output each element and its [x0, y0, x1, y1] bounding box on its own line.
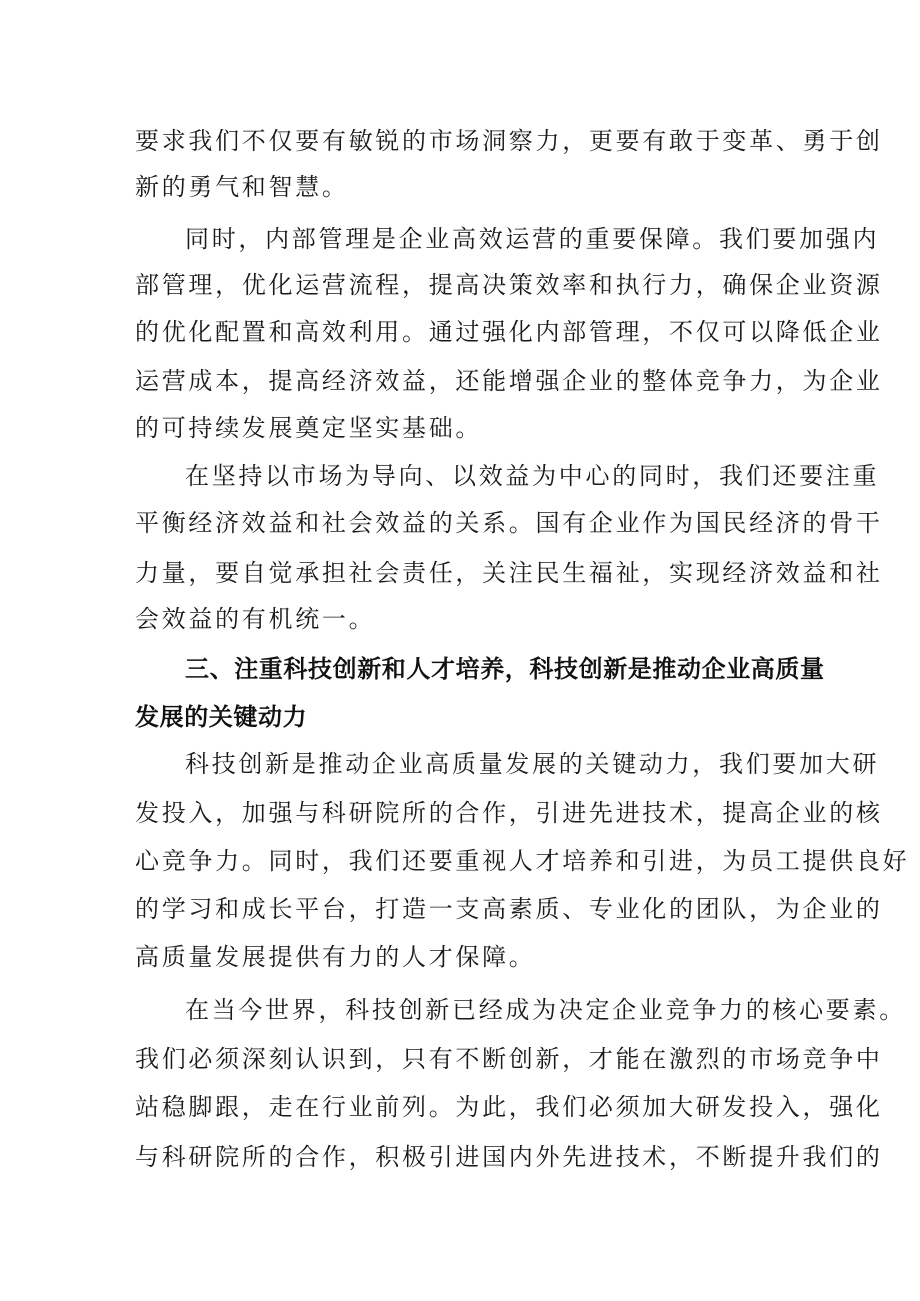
- paragraph-3-line-1: 在坚持以市场为导向、以效益为中心的同时，我们还要注重: [185, 462, 880, 490]
- section-heading-line-2: 发展的关键动力: [135, 703, 308, 731]
- paragraph-2-line-1: 同时，内部管理是企业高效运营的重要保障。我们要加强内: [185, 225, 880, 253]
- paragraph-5-line-4: 与科研院所的合作，积极引进国内外先进技术，不断提升我们的: [135, 1143, 883, 1171]
- paragraph-3-line-2: 平衡经济效益和社会效益的关系。国有企业作为国民经济的骨干: [135, 509, 883, 537]
- paragraph-3-line-3: 力量，要自觉承担社会责任，关注民生福祉，实现经济效益和社: [135, 559, 883, 587]
- paragraph-4-line-4: 的学习和成长平台，打造一支高素质、专业化的团队，为企业的: [135, 895, 883, 923]
- paragraph-4-line-5: 高质量发展提供有力的人才保障。: [135, 943, 536, 971]
- section-heading-line-1: 三、注重科技创新和人才培养，科技创新是推动企业高质量: [185, 655, 825, 683]
- paragraph-4-line-2: 发投入，加强与科研院所的合作，引进先进技术，提高企业的核: [135, 799, 883, 827]
- paragraph-2-line-4: 运营成本，提高经济效益，还能增强企业的整体竞争力，为企业: [135, 367, 883, 395]
- paragraph-2-line-2: 部管理，优化运营流程，提高决策效率和执行力，确保企业资源: [135, 271, 883, 299]
- paragraph-5-line-1: 在当今世界，科技创新已经成为决定企业竞争力的核心要素。: [185, 996, 906, 1024]
- paragraph-1-line-1: 要求我们不仅要有敏锐的市场洞察力，更要有敢于变革、勇于创: [135, 127, 883, 155]
- paragraph-1-line-2: 新的勇气和智慧。: [135, 173, 349, 201]
- paragraph-5-line-2: 我们必须深刻认识到，只有不断创新，才能在激烈的市场竞争中: [135, 1045, 883, 1073]
- paragraph-4-line-1: 科技创新是推动企业高质量发展的关键动力，我们要加大研: [185, 750, 880, 778]
- paragraph-2-line-5: 的可持续发展奠定坚实基础。: [135, 414, 483, 442]
- paragraph-5-line-3: 站稳脚跟，走在行业前列。为此，我们必须加大研发投入，强化: [135, 1093, 883, 1121]
- paragraph-3-line-4: 会效益的有机统一。: [135, 605, 376, 633]
- paragraph-2-line-3: 的优化配置和高效利用。通过强化内部管理，不仅可以降低企业: [135, 318, 883, 346]
- paragraph-4-line-3: 心竞争力。同时，我们还要重视人才培养和引进，为员工提供良好: [135, 847, 910, 875]
